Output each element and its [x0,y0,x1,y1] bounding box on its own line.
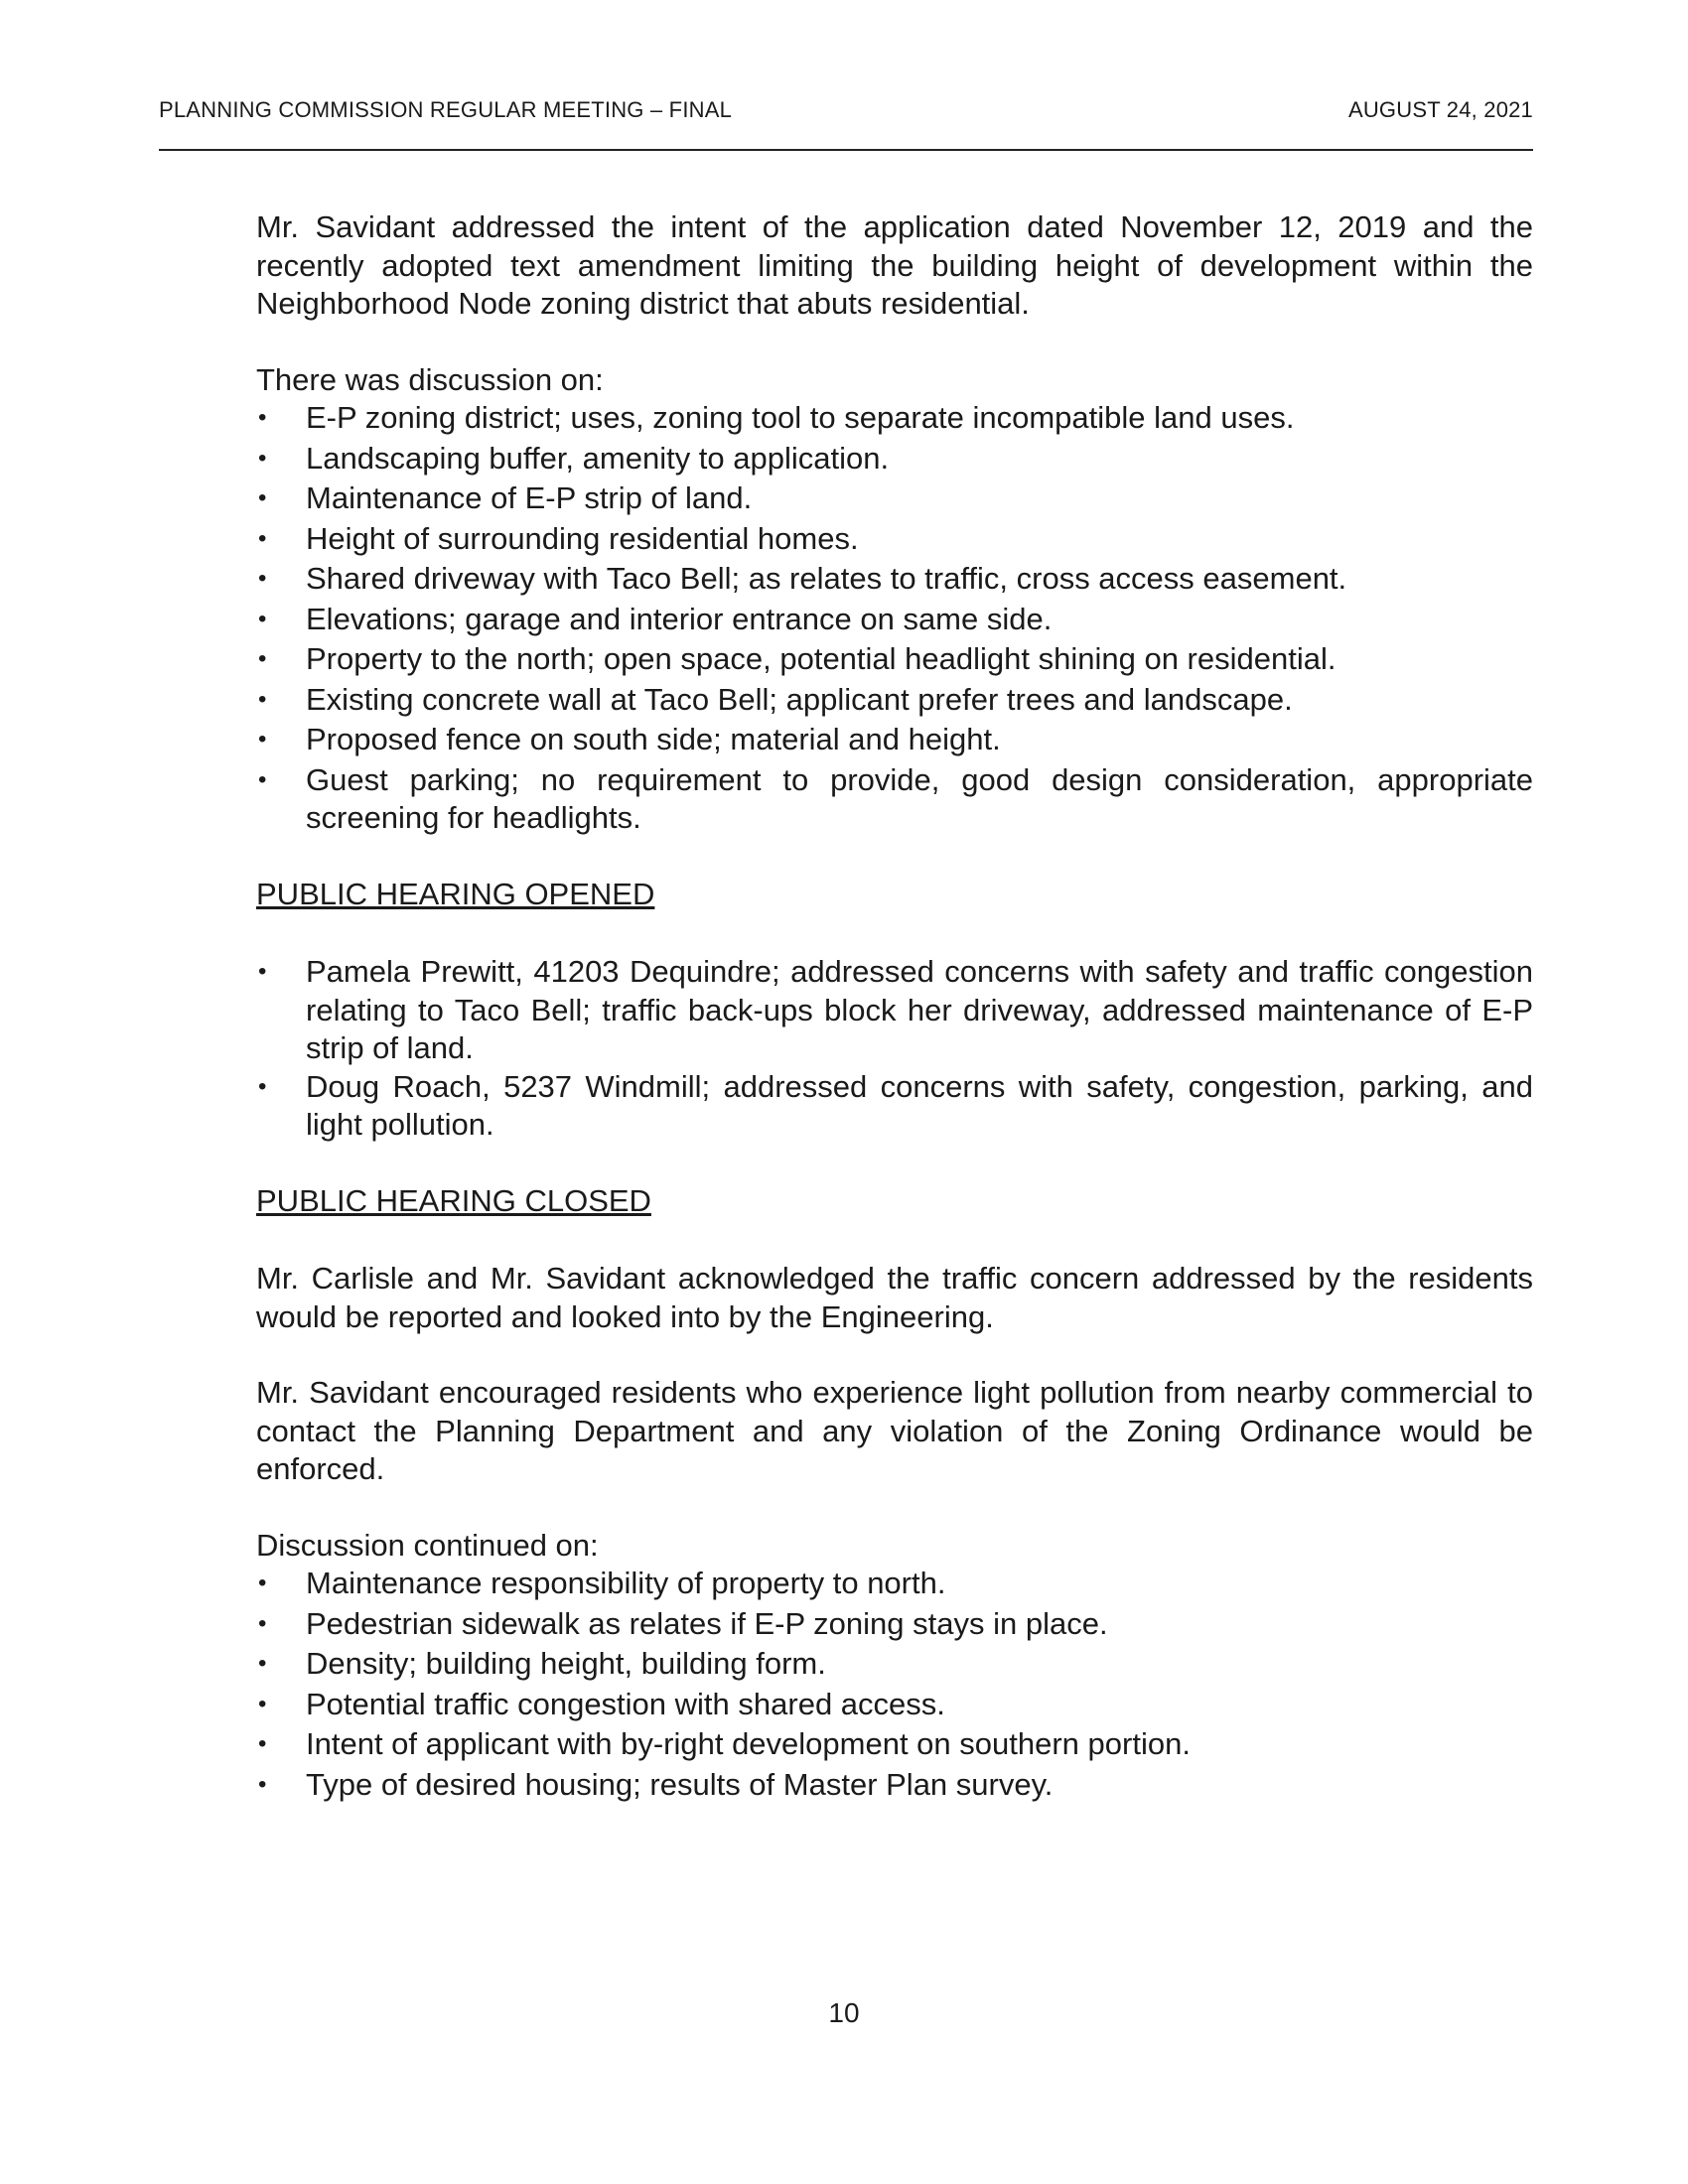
list-item-text: Type of desired housing; results of Master Plan survey. [306,1766,1054,1802]
public-hearing-opened-heading: PUBLIC HEARING OPENED [256,876,655,911]
list-item-text: Maintenance responsibility of property to north. [306,1566,946,1600]
bullet-icon: • [258,404,267,431]
list-item-text: Doug Roach, 5237 Windmill; addressed concerns with safety, congestion, parking, and light pollution. [306,1068,1533,1142]
list-item-text: Maintenance of E-P strip of land. [306,480,753,515]
public-comments-list [256,953,1533,1145]
list-item-text: Elevations; garage and interior entrance on same side. [306,601,1053,636]
list-item [256,640,1533,679]
discussion-lead: There was discussion on: [256,361,604,397]
list-item [256,440,1533,478]
list-item [256,1766,1533,1805]
document-title: PLANNING COMMISSION REGULAR MEETING – FINAL [159,97,733,122]
bullet-icon: • [258,1072,267,1100]
list-item [256,560,1533,599]
list-item-text: Property to the north; open space, potential headlight shining on residential. [306,641,1336,676]
bullet-icon: • [258,645,267,672]
list-item-text: Density; building height, building form. [306,1646,826,1681]
carlisle-paragraph: Mr. Carlisle and Mr. Savidant acknowledged the traffic concern addressed by the residents would be reported and looked into by the Engineering. [256,1261,1533,1334]
meeting-date: AUGUST 24, 2021 [1347,97,1533,122]
list-item [256,1686,1533,1724]
list-item-text: Shared driveway with Taco Bell; as relates to traffic, cross access easement. [306,561,1347,596]
bullet-icon: • [258,1650,267,1677]
bullet-icon: • [258,524,267,552]
bullet-icon: • [258,1609,267,1637]
page-header [159,97,1533,123]
list-item-text: Pamela Prewitt, 41203 Dequindre; addressed concerns with safety and traffic congestion relating to Taco Bell; traffic back-ups block her driveway, addressed maintenance of E-P strip of land. [306,954,1533,1065]
bullet-icon: • [258,484,267,511]
list-item-text: Landscaping buffer, amenity to application. [306,440,890,476]
list-item-text: Pedestrian sidewalk as relates if E-P zoning stays in place. [306,1605,1108,1641]
public-hearing-closed-heading: PUBLIC HEARING CLOSED [256,1182,651,1218]
list-item [256,399,1533,438]
list-item-text: Guest parking; no requirement to provide, good design consideration, appropriate screening for headlights. [306,761,1533,835]
bullet-icon: • [258,565,267,592]
bullet-icon: • [258,958,267,985]
bullet-icon: • [258,605,267,632]
list-item [256,1068,1533,1145]
list-item [256,761,1533,838]
discussion-list [256,399,1533,838]
bullet-icon: • [258,726,267,752]
list-item-text: E-P zoning district; uses, zoning tool to separate incompatible land uses. [306,400,1295,435]
list-item-text: Proposed fence on south side; material and height. [306,722,1001,756]
intro-paragraph: Mr. Savidant addressed the intent of the application dated November 12, 2019 and the recently adopted text amendment limiting the building height of development within the Neighborhood Node zoning district that abuts residential. [256,209,1533,321]
bullet-icon: • [258,444,267,472]
minutes-body [256,208,1533,1842]
bullet-icon: • [258,685,267,713]
list-item [256,681,1533,720]
bullet-icon: • [258,1730,267,1757]
bullet-icon: • [258,1690,267,1717]
list-item [256,953,1533,1068]
list-item-text: Existing concrete wall at Taco Bell; applicant prefer trees and landscape. [306,681,1293,717]
savidant-paragraph: Mr. Savidant encouraged residents who experience light pollution from nearby commercial to contact the Planning Department and any violation of the Zoning Ordinance would be enforced. [256,1375,1533,1486]
bullet-icon: • [258,1770,267,1798]
list-item [256,479,1533,518]
list-item [256,1565,1533,1603]
bullet-icon: • [258,1570,267,1596]
continued-discussion-list [256,1565,1533,1804]
list-item-text: Potential traffic congestion with shared access. [306,1686,945,1721]
list-item-text: Intent of applicant with by-right development on southern portion. [306,1726,1191,1761]
list-item [256,721,1533,759]
list-item [256,520,1533,559]
list-item [256,1645,1533,1684]
continued-lead: Discussion continued on: [256,1527,599,1563]
list-item [256,601,1533,639]
list-item-text: Height of surrounding residential homes. [306,520,859,556]
page-number: 10 [828,1997,860,2028]
list-item [256,1725,1533,1764]
list-item [256,1605,1533,1644]
header-divider [159,149,1533,151]
bullet-icon: • [258,765,267,793]
